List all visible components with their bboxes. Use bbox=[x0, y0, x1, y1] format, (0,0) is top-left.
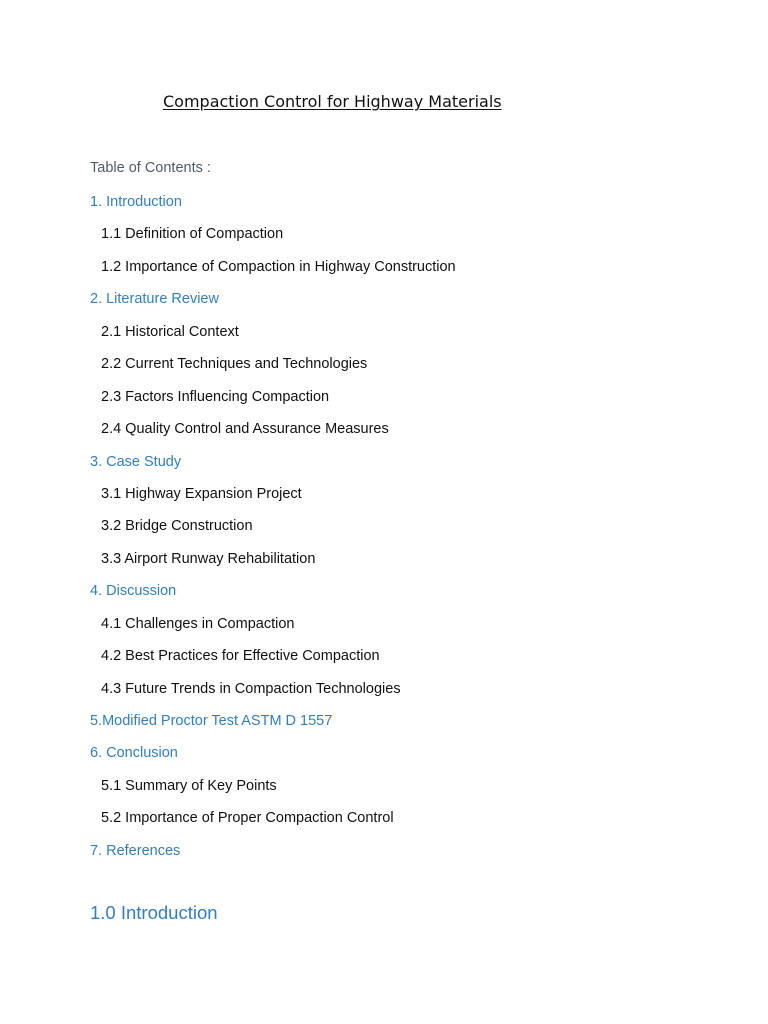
toc-section-entry[interactable]: 3. Case Study bbox=[90, 453, 182, 470]
document-title: Compaction Control for Highway Materials bbox=[163, 92, 502, 111]
table-of-contents bbox=[90, 191, 456, 872]
toc-subsection-entry[interactable]: 3.2 Bridge Construction bbox=[101, 518, 253, 535]
toc-subsection-entry[interactable]: 5.2 Importance of Proper Compaction Control bbox=[101, 810, 394, 827]
toc-subsection-entry[interactable]: 2.3 Factors Influencing Compaction bbox=[101, 388, 330, 405]
toc-subsection-entry[interactable]: 2.4 Quality Control and Assurance Measures bbox=[101, 421, 389, 438]
toc-section-entry[interactable]: 2. Literature Review bbox=[90, 291, 219, 308]
toc-subsection-entry[interactable]: 5.1 Summary of Key Points bbox=[101, 777, 277, 794]
toc-subsection-entry[interactable]: 4.3 Future Trends in Compaction Technologies bbox=[101, 680, 401, 697]
toc-section-entry[interactable]: 1. Introduction bbox=[90, 194, 182, 210]
toc-section-entry[interactable]: 4. Discussion bbox=[90, 583, 177, 600]
section-heading-introduction: 1.0 Introduction bbox=[90, 902, 218, 923]
toc-subsection-entry[interactable]: 1.2 Importance of Compaction in Highway Construction bbox=[101, 258, 456, 275]
toc-subsection-entry[interactable]: 1.1 Definition of Compaction bbox=[101, 226, 284, 243]
toc-section-entry[interactable]: 7. References bbox=[90, 842, 181, 859]
toc-heading: Table of Contents : bbox=[90, 160, 211, 176]
toc-section-entry[interactable]: 5.Modified Proctor Test ASTM D 1557 bbox=[90, 713, 333, 729]
toc-subsection-entry[interactable]: 2.2 Current Techniques and Technologies bbox=[101, 356, 368, 373]
toc-subsection-entry[interactable]: 4.2 Best Practices for Effective Compaction bbox=[101, 648, 380, 665]
toc-subsection-entry[interactable]: 3.3 Airport Runway Rehabilitation bbox=[101, 550, 316, 567]
toc-subsection-entry[interactable]: 2.1 Historical Context bbox=[101, 323, 239, 340]
toc-section-entry[interactable]: 6. Conclusion bbox=[90, 745, 178, 762]
toc-subsection-entry[interactable]: 4.1 Challenges in Compaction bbox=[101, 615, 295, 632]
toc-subsection-entry[interactable]: 3.1 Highway Expansion Project bbox=[101, 485, 302, 502]
